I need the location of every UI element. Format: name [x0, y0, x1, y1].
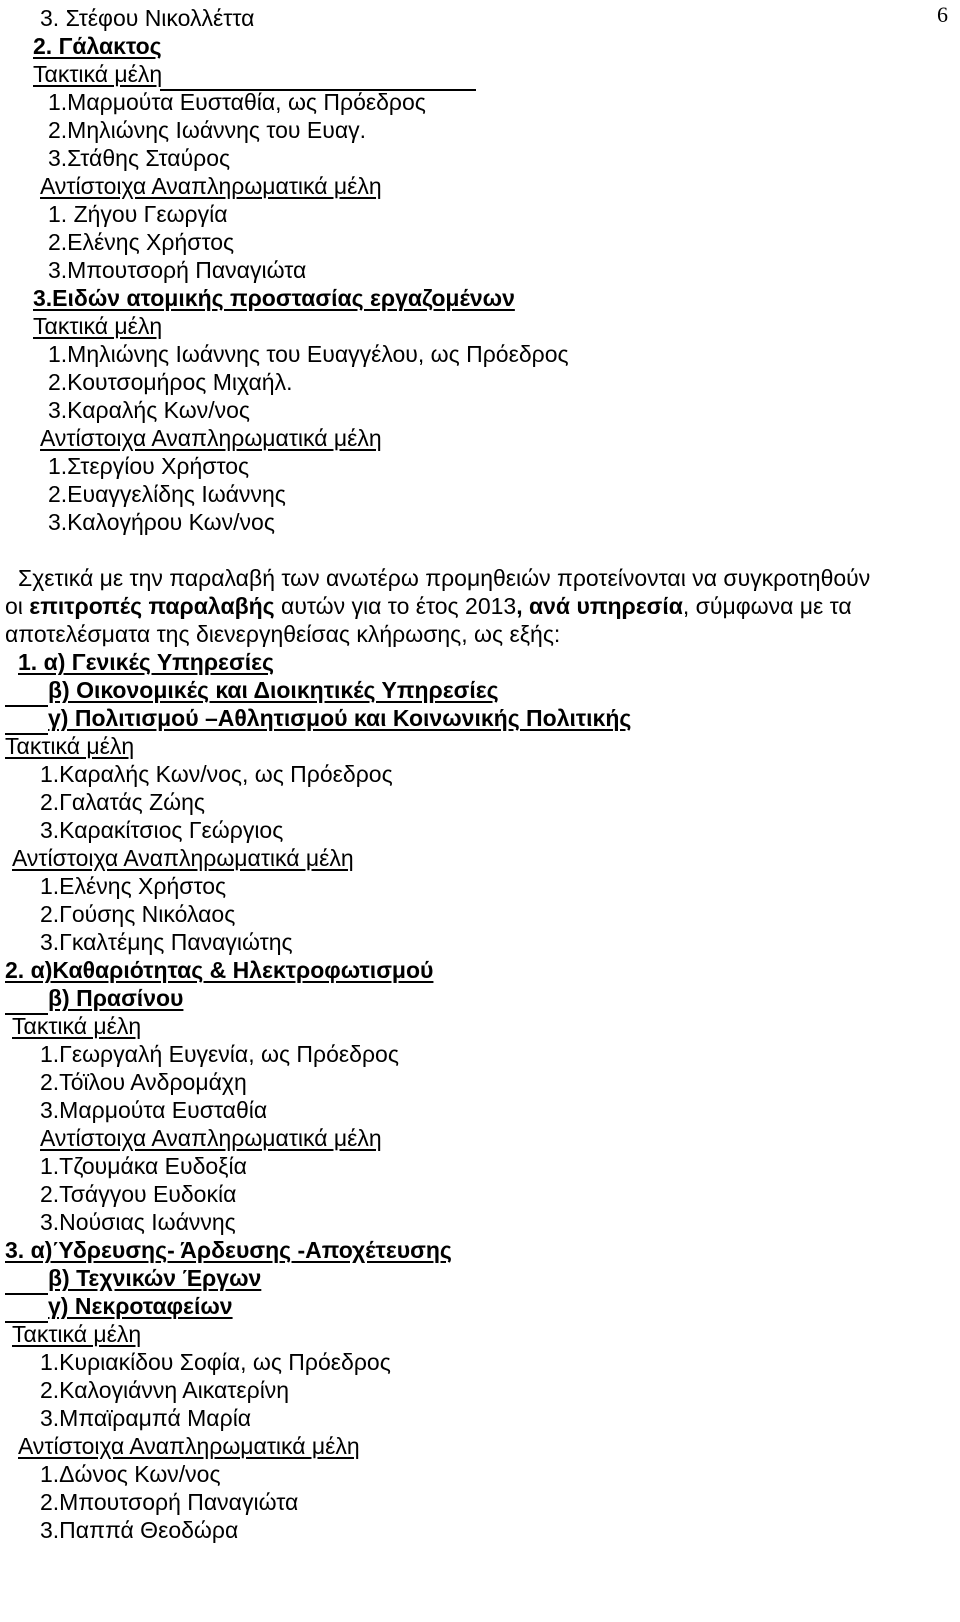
text-segment: επιτροπές παραλαβής — [29, 593, 275, 619]
text-segment: 2. α)Καθαριότητας & Ηλεκτροφωτισμού — [5, 957, 434, 983]
text-line — [18, 1432, 360, 1460]
text-segment: 1. Ζήγου Γεωργία — [48, 201, 228, 227]
text-line — [40, 900, 235, 928]
text-segment: 3.Παππά Θεοδώρα — [40, 1517, 239, 1543]
text-segment: 1.Γεωργαλή Ευγενία, ως Πρόεδρος — [40, 1041, 399, 1067]
text-segment: 3.Μπουτσορή Παναγιώτα — [48, 257, 307, 283]
text-line — [48, 396, 250, 424]
text-segment: 1.Κυριακίδου Σοφία, ως Πρόεδρος — [40, 1349, 391, 1375]
text-line — [18, 564, 870, 592]
text-segment: 2.Τόϊλου Ανδρομάχη — [40, 1069, 247, 1095]
text-segment: οι — [5, 593, 30, 619]
text-line — [40, 1068, 247, 1096]
text-segment: 1.Μηλιώνης Ιωάννης του Ευαγγέλου, ως Πρόεδρος — [48, 341, 569, 367]
text-segment: Τακτικά μέλη — [12, 1013, 142, 1039]
text-line — [40, 788, 205, 816]
text-segment: 3.Γκαλτέμης Παναγιώτης — [40, 929, 293, 955]
text-line — [12, 844, 354, 872]
text-segment: 1.Στεργίου Χρήστος — [48, 453, 250, 479]
text-segment: 2.Μπουτσορή Παναγιώτα — [40, 1489, 299, 1515]
text-line — [12, 1320, 141, 1348]
text-line — [40, 1180, 236, 1208]
text-line — [48, 1292, 233, 1320]
text-segment: β) Οικονομικές και Διοικητικές Υπηρεσίες — [48, 677, 499, 703]
text-segment: , ανά υπηρεσία — [516, 593, 683, 619]
text-segment: 1.Καραλής Κων/νος, ως Πρόεδρος — [40, 761, 393, 787]
text-segment: Αντίστοιχα Αναπληρωματικά μέλη — [40, 173, 382, 199]
text-segment: 2.Μηλιώνης Ιωάννης του Ευαγ. — [48, 117, 367, 143]
text-segment: β) Πρασίνου — [48, 985, 184, 1011]
text-line — [40, 760, 393, 788]
text-line — [40, 1348, 391, 1376]
text-line — [33, 312, 162, 340]
text-line — [40, 1488, 298, 1516]
text-segment: 3.Καλογήρου Κων/νος — [48, 509, 275, 535]
text-line — [40, 1040, 399, 1068]
text-line — [33, 60, 162, 88]
text-segment: γ) Νεκροταφείων — [48, 1293, 233, 1319]
text-line — [18, 648, 274, 676]
text-line — [48, 1264, 261, 1292]
text-segment: 2. Γάλακτος — [33, 33, 162, 59]
text-segment: 2.Καλογιάννη Αικατερίνη — [40, 1377, 290, 1403]
text-line — [48, 508, 275, 536]
text-line — [40, 1516, 238, 1544]
text-line — [5, 592, 852, 620]
text-line — [40, 872, 226, 900]
text-segment: Τακτικά μέλη — [12, 1321, 142, 1347]
text-segment: Τακτικά μέλη — [33, 61, 163, 87]
text-line — [48, 676, 499, 704]
text-line — [40, 1404, 251, 1432]
text-segment: αποτελέσματα της διενεργηθείσας κλήρωσης, ως εξής: — [5, 621, 561, 647]
text-segment: 2.Γαλατάς Ζώης — [40, 789, 206, 815]
text-line — [48, 368, 292, 396]
text-segment: 3. Στέφου Νικολλέττα — [40, 5, 255, 31]
underline-lead — [5, 1293, 48, 1295]
text-line — [40, 1208, 236, 1236]
text-line — [12, 1012, 141, 1040]
text-line — [48, 256, 306, 284]
text-line — [40, 1376, 289, 1404]
text-segment: 3.Ειδών ατομικής προστασίας εργαζομένων — [33, 285, 515, 311]
text-segment: Σχετικά με την παραλαβή των ανωτέρω προμηθειών προτείνονται να συγκροτηθούν — [18, 565, 871, 591]
text-line — [48, 200, 228, 228]
text-line — [48, 480, 286, 508]
text-line — [33, 32, 162, 60]
text-line — [40, 4, 254, 32]
text-segment: 3.Καραλής Κων/νος — [48, 397, 250, 423]
text-segment: 2.Γούσης Νικόλαος — [40, 901, 236, 927]
text-segment: Αντίστοιχα Αναπληρωματικά μέλη — [12, 845, 354, 871]
text-line — [48, 340, 569, 368]
text-line — [5, 620, 560, 648]
text-line — [40, 172, 382, 200]
text-segment: Τακτικά μέλη — [33, 313, 163, 339]
text-segment: 3.Μαρμούτα Ευσταθία — [40, 1097, 268, 1123]
text-segment: 1.Μαρμούτα Ευσταθία, ως Πρόεδρος — [48, 89, 426, 115]
text-line — [40, 1152, 247, 1180]
underline-lead — [5, 705, 48, 707]
text-line — [33, 284, 515, 312]
text-segment: 1. α) Γενικές Υπηρεσίες — [18, 649, 274, 675]
text-line — [5, 1236, 452, 1264]
text-line — [40, 1460, 221, 1488]
text-segment: β) Τεχνικών Έργων — [48, 1265, 262, 1291]
text-line — [48, 984, 183, 1012]
text-segment: 1.Ελένης Χρήστος — [40, 873, 227, 899]
text-segment: Αντίστοιχα Αναπληρωματικά μέλη — [40, 425, 382, 451]
text-line — [40, 1124, 382, 1152]
text-line — [48, 228, 234, 256]
text-line — [40, 816, 283, 844]
text-segment: 2.Τσάγγου Ευδοκία — [40, 1181, 237, 1207]
text-segment: 2.Ευαγγελίδης Ιωάννης — [48, 481, 286, 507]
text-line — [40, 928, 293, 956]
text-line — [48, 704, 631, 732]
text-line — [48, 144, 230, 172]
underline-tail — [160, 89, 476, 91]
text-line — [48, 88, 426, 116]
text-segment: 3. α)Ύδρευσης- Άρδευσης -Αποχέτευσης — [5, 1237, 452, 1263]
text-segment: Τακτικά μέλη — [5, 733, 135, 759]
text-line — [40, 424, 382, 452]
text-line — [5, 956, 433, 984]
text-segment: , σύμφωνα με τα — [682, 593, 852, 619]
page-number: 6 — [937, 2, 948, 27]
text-segment: 2.Κουτσομήρος Μιχαήλ. — [48, 369, 293, 395]
text-line — [48, 452, 249, 480]
text-segment: 1.Δώνος Κων/νος — [40, 1461, 221, 1487]
text-segment: 3.Νούσιας Ιωάννης — [40, 1209, 236, 1235]
text-segment: Αντίστοιχα Αναπληρωματικά μέλη — [18, 1433, 360, 1459]
text-segment: Αντίστοιχα Αναπληρωματικά μέλη — [40, 1125, 382, 1151]
text-segment: 2.Ελένης Χρήστος — [48, 229, 235, 255]
text-segment: 1.Τζουμάκα Ευδοξία — [40, 1153, 247, 1179]
text-segment: αυτών για το έτος 2013 — [274, 593, 517, 619]
text-line — [48, 116, 366, 144]
text-segment: 3.Μπαϊραμπά Μαρία — [40, 1405, 252, 1431]
text-line — [40, 1096, 267, 1124]
text-line — [5, 732, 134, 760]
text-segment: 3.Καρακίτσιος Γεώργιος — [40, 817, 284, 843]
text-segment: γ) Πολιτισμού –Αθλητισμού και Κοινωνικής Πολιτικής — [48, 705, 632, 731]
text-segment: 3.Στάθης Σταύρος — [48, 145, 231, 171]
